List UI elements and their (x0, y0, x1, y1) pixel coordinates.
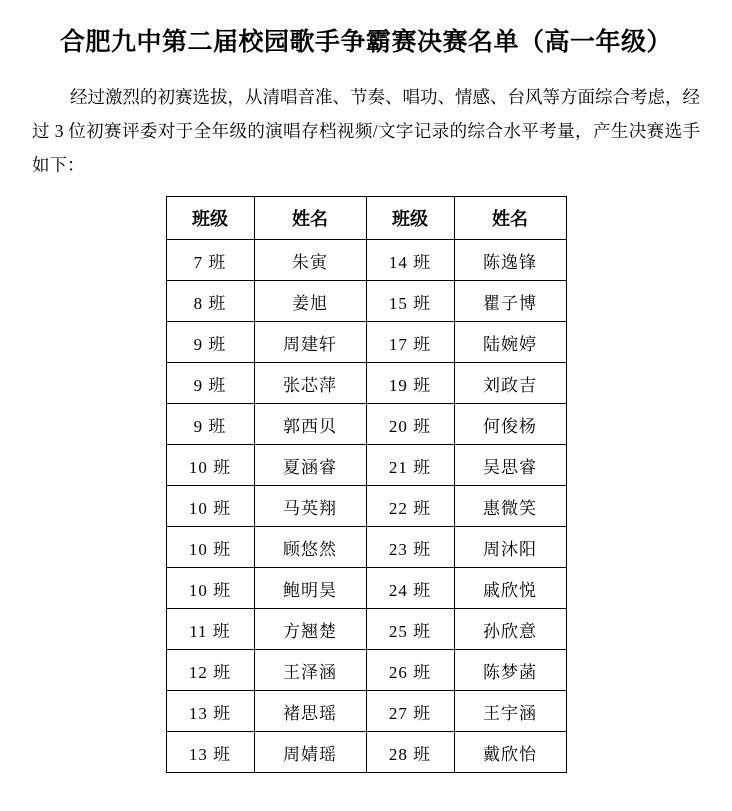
column-header-class-2: 班级 (366, 197, 454, 240)
table-row (166, 486, 566, 527)
table-row (166, 609, 566, 650)
cell-class-right: 26 班 (366, 650, 454, 691)
cell-class-right: 22 班 (366, 486, 454, 527)
document-page (0, 28, 732, 811)
cell-name-right: 瞿子博 (454, 281, 566, 322)
cell-class-left: 9 班 (166, 363, 254, 404)
cell-class-right: 14 班 (366, 240, 454, 281)
cell-name-right: 刘政吉 (454, 363, 566, 404)
cell-name-left: 马英翔 (254, 486, 366, 527)
cell-class-right: 23 班 (366, 527, 454, 568)
table-row (166, 732, 566, 773)
cell-name-right: 陆婉婷 (454, 322, 566, 363)
cell-name-left: 张芯萍 (254, 363, 366, 404)
table-header (166, 197, 566, 240)
cell-name-right: 惠微笑 (454, 486, 566, 527)
table-row (166, 691, 566, 732)
cell-name-left: 褚思瑶 (254, 691, 366, 732)
cell-class-right: 21 班 (366, 445, 454, 486)
intro-paragraph-text: 经过激烈的初赛选拔，从清唱音准、节奏、唱功、情感、台风等方面综合考虑，经过 3 位初赛评委对于全年级的演唱存档视频/文字记录的综合水平考量，产生决赛选手如下： (32, 87, 700, 176)
table-row (166, 240, 566, 281)
cell-class-left: 9 班 (166, 322, 254, 363)
cell-name-left: 王泽涵 (254, 650, 366, 691)
table-row (166, 445, 566, 486)
cell-name-left: 鲍明昊 (254, 568, 366, 609)
table-row (166, 568, 566, 609)
cell-class-left: 8 班 (166, 281, 254, 322)
cell-name-left: 周婧瑶 (254, 732, 366, 773)
cell-name-left: 朱寅 (254, 240, 366, 281)
column-header-name-2: 姓名 (454, 197, 566, 240)
table-body (166, 240, 566, 773)
cell-class-right: 17 班 (366, 322, 454, 363)
table-row (166, 650, 566, 691)
cell-class-right: 19 班 (366, 363, 454, 404)
column-header-class-1: 班级 (166, 197, 254, 240)
cell-class-left: 10 班 (166, 527, 254, 568)
table-row (166, 322, 566, 363)
cell-class-left: 13 班 (166, 691, 254, 732)
cell-name-right: 陈逸锋 (454, 240, 566, 281)
page-title: 合肥九中第二届校园歌手争霸赛决赛名单（高一年级） (59, 29, 672, 56)
cell-class-right: 20 班 (366, 404, 454, 445)
cell-name-right: 王宇涵 (454, 691, 566, 732)
cell-class-left: 11 班 (166, 609, 254, 650)
cell-name-left: 周建轩 (254, 322, 366, 363)
column-header-name-1: 姓名 (254, 197, 366, 240)
cell-class-right: 28 班 (366, 732, 454, 773)
cell-class-right: 25 班 (366, 609, 454, 650)
table-row (166, 404, 566, 445)
cell-name-right: 周沐阳 (454, 527, 566, 568)
cell-class-left: 13 班 (166, 732, 254, 773)
cell-class-left: 7 班 (166, 240, 254, 281)
cell-name-right: 戴欣怡 (454, 732, 566, 773)
cell-class-right: 24 班 (366, 568, 454, 609)
table-row (166, 281, 566, 322)
cell-class-right: 15 班 (366, 281, 454, 322)
cell-class-left: 9 班 (166, 404, 254, 445)
cell-name-right: 孙欣意 (454, 609, 566, 650)
cell-name-right: 何俊杨 (454, 404, 566, 445)
table-header-row (166, 197, 566, 240)
cell-name-left: 姜旭 (254, 281, 366, 322)
cell-class-right: 27 班 (366, 691, 454, 732)
cell-class-left: 10 班 (166, 445, 254, 486)
cell-name-left: 顾悠然 (254, 527, 366, 568)
cell-name-right: 吴思睿 (454, 445, 566, 486)
cell-class-left: 10 班 (166, 568, 254, 609)
cell-class-left: 12 班 (166, 650, 254, 691)
cell-name-right: 戚欣悦 (454, 568, 566, 609)
table-row (166, 527, 566, 568)
cell-name-left: 郭西贝 (254, 404, 366, 445)
finalists-table (166, 196, 567, 773)
cell-class-left: 10 班 (166, 486, 254, 527)
table-row (166, 363, 566, 404)
cell-name-left: 方翘楚 (254, 609, 366, 650)
intro-paragraph (32, 80, 700, 182)
cell-name-left: 夏涵睿 (254, 445, 366, 486)
cell-name-right: 陈梦菡 (454, 650, 566, 691)
